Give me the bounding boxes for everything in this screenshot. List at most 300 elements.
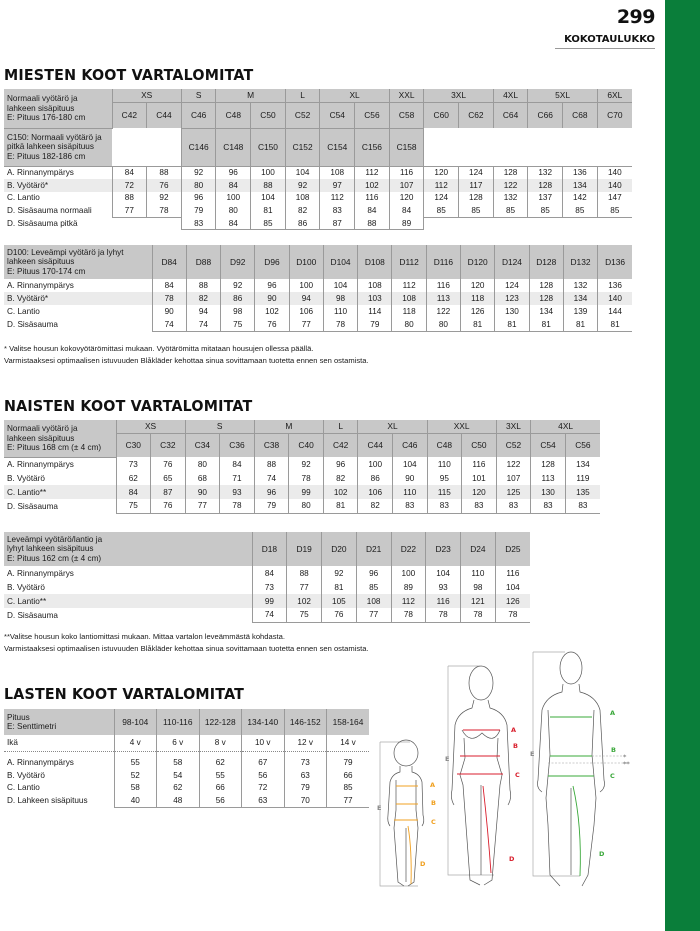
table-row <box>4 566 530 580</box>
measurement-value: 87 <box>320 217 355 230</box>
measurement-value: 126 <box>461 305 495 318</box>
empty-cell <box>493 128 528 166</box>
child-label-d: D <box>420 860 426 868</box>
header-label-line: E: Senttimetri <box>7 722 57 731</box>
man-label-c: C <box>610 772 615 780</box>
measurement-value: 112 <box>424 179 459 192</box>
measurement-value: 120 <box>462 485 497 499</box>
size-group-header: S <box>185 420 254 433</box>
measurement-value: 74 <box>152 318 186 331</box>
size-code: D24 <box>461 532 496 566</box>
size-code: D20 <box>322 532 357 566</box>
measurement-value: 98 <box>221 305 255 318</box>
measurement-label: D. Sisäsauma <box>7 610 58 620</box>
measurement-value: 96 <box>255 279 289 292</box>
measurement-label: B. Vyötärö* <box>4 179 112 192</box>
measurement-value: 76 <box>147 179 182 192</box>
size-group-header: 4XL <box>493 89 528 102</box>
measurement-value: 120 <box>424 166 459 179</box>
measurement-value: 66 <box>327 769 370 782</box>
measurement-value: 116 <box>389 166 424 179</box>
measurement-value: 83 <box>393 499 428 513</box>
women-footnote-line-2: Varmistaaksesi optimaalisen istuvuuden Blåkläder kehottaa sinua sovittamaan tuotetta ennen sen ostamista. <box>4 644 369 653</box>
table-row <box>4 782 369 795</box>
size-code: C30 <box>116 433 151 457</box>
measurement-label: D. Sisäsauma <box>7 501 58 511</box>
measurement-value: 62 <box>116 471 151 485</box>
measurement-value: 78 <box>495 608 530 622</box>
measurement-value: 104 <box>323 279 357 292</box>
measurement-value: 77 <box>356 608 391 622</box>
measurement-value: 81 <box>251 204 286 217</box>
measurement-value: 81 <box>322 580 357 594</box>
measurement-value: 136 <box>598 279 632 292</box>
size-code: C44 <box>147 102 182 128</box>
measurement-value: 85 <box>251 217 286 230</box>
long-size-code: C146 <box>181 128 216 166</box>
measurement-value: 124 <box>424 192 459 205</box>
measurement-value: 81 <box>563 318 597 331</box>
measurement-value: 80 <box>216 204 251 217</box>
measurement-value: 56 <box>242 769 285 782</box>
measurement-value: 100 <box>251 166 286 179</box>
measurement-value: 82 <box>186 292 220 305</box>
measurement-value: 81 <box>529 318 563 331</box>
measurement-value: 116 <box>462 457 497 471</box>
table-row <box>4 769 369 782</box>
measurement-value: 74 <box>254 471 289 485</box>
table-header-label <box>4 420 116 457</box>
size-code: D132 <box>563 245 597 279</box>
table-row <box>4 608 530 622</box>
empty-cell <box>112 128 147 166</box>
size-code: D136 <box>598 245 632 279</box>
measurement-value: 92 <box>289 457 324 471</box>
measurement-value: 75 <box>287 608 322 622</box>
child-label-e: E <box>377 804 382 812</box>
measurement-value: 84 <box>116 485 151 499</box>
size-group-header: 3XL <box>424 89 493 102</box>
empty-cell <box>597 128 632 166</box>
measurement-value: 104 <box>393 457 428 471</box>
measurement-value: 77 <box>289 318 323 331</box>
measurement-label: B. Vyötärö* <box>4 292 152 305</box>
age-value: 8 v <box>199 735 242 751</box>
size-code: D18 <box>252 532 287 566</box>
age-row <box>4 735 369 751</box>
measurement-value: 122 <box>493 179 528 192</box>
measurement-value: 72 <box>112 179 147 192</box>
measurement-value: 110 <box>461 566 496 580</box>
table-header-label <box>4 245 152 279</box>
measurement-value: 100 <box>289 279 323 292</box>
measurement-value: 92 <box>147 192 182 205</box>
measurement-value: 106 <box>358 485 393 499</box>
measurement-value: 96 <box>216 166 251 179</box>
measurement-value: 132 <box>493 192 528 205</box>
men-short-size-table <box>4 245 632 332</box>
empty-cell <box>424 128 459 166</box>
measurement-label: B. Vyötärö <box>7 582 45 592</box>
size-code: C42 <box>323 433 358 457</box>
table-row <box>4 279 632 292</box>
measurement-value: 98 <box>461 580 496 594</box>
measurement-value: 142 <box>563 192 598 205</box>
measurement-value: 82 <box>285 204 320 217</box>
size-code: D25 <box>495 532 530 566</box>
measurement-value: 63 <box>242 794 285 807</box>
size-group-header: 5XL <box>528 89 597 102</box>
measurement-value: 116 <box>495 566 530 580</box>
size-code: C46 <box>181 102 216 128</box>
measurement-value: 116 <box>426 594 461 608</box>
measurement-value: 80 <box>181 179 216 192</box>
table-row <box>4 204 632 217</box>
measurement-value: 92 <box>285 179 320 192</box>
measurement-value: 83 <box>565 499 600 513</box>
size-code: C68 <box>563 102 598 128</box>
size-group-header: XXL <box>427 420 496 433</box>
table-header-label <box>4 709 114 735</box>
measurement-value: 98 <box>323 292 357 305</box>
measurement-value: 114 <box>358 305 392 318</box>
body-outlines-illustration <box>370 650 660 931</box>
header-label-line: E: Pituus 168 cm (± 4 cm) <box>7 443 102 452</box>
measurement-value: 85 <box>459 204 494 217</box>
measurement-value: 56 <box>199 794 242 807</box>
size-code: D88 <box>186 245 220 279</box>
measurement-value: 73 <box>252 580 287 594</box>
table-row <box>4 457 600 471</box>
measurement-value: 80 <box>185 457 220 471</box>
man-label-a: A <box>610 709 616 717</box>
men-section-title: MIESTEN KOOT VARTALOMITAT <box>4 66 254 84</box>
woman-label-b: B <box>513 742 518 750</box>
measurement-value: 83 <box>320 204 355 217</box>
measurement-figures <box>370 650 660 931</box>
size-code: C36 <box>220 433 255 457</box>
measurement-value: 126 <box>495 594 530 608</box>
measurement-label: A. Rinnanympärys <box>7 459 74 469</box>
women-footnote-line-1: **Valitse housun koko lantiomittasi mukaan. Mittaa vartalon leveämmästä kohdasta. <box>4 632 285 641</box>
age-label: Ikä <box>4 735 114 751</box>
size-code: C42 <box>112 102 147 128</box>
size-code: C48 <box>427 433 462 457</box>
table-row <box>4 292 632 305</box>
height-range: 98-104 <box>114 709 157 735</box>
size-code: D22 <box>391 532 426 566</box>
size-group-header: XL <box>320 89 389 102</box>
measurement-value: 73 <box>116 457 151 471</box>
size-code: C56 <box>565 433 600 457</box>
header-label-line: lahkeen sisäpituus <box>7 433 75 443</box>
measurement-value: 62 <box>157 782 200 795</box>
measurement-value: 82 <box>358 499 393 513</box>
size-group-header: XS <box>116 420 185 433</box>
size-code: D120 <box>461 245 495 279</box>
age-value: 12 v <box>284 735 327 751</box>
measurement-value: 88 <box>355 217 390 230</box>
size-code: C60 <box>424 102 459 128</box>
measurement-value: 88 <box>254 457 289 471</box>
measurement-value: 85 <box>424 204 459 217</box>
measurement-label: A. Rinnanympärys <box>7 281 74 290</box>
measurement-value: 77 <box>327 794 370 807</box>
size-code: D112 <box>392 245 426 279</box>
man-label-double-star: ** <box>623 760 630 768</box>
measurement-value: 132 <box>563 279 597 292</box>
measurement-value: 134 <box>563 292 597 305</box>
measurement-value: 120 <box>389 192 424 205</box>
measurement-value: 81 <box>323 499 358 513</box>
child-label-a: A <box>430 781 436 789</box>
measurement-value: 65 <box>151 471 186 485</box>
measurement-value: 106 <box>289 305 323 318</box>
size-code-row <box>4 532 530 566</box>
measurement-value: 54 <box>157 769 200 782</box>
measurement-value: 85 <box>597 204 632 217</box>
measurement-value: 82 <box>323 471 358 485</box>
measurement-value: 102 <box>323 485 358 499</box>
header-label-line: E: Pituus 182-186 cm <box>7 151 86 161</box>
size-code: C70 <box>597 102 632 128</box>
measurement-value: 71 <box>220 471 255 485</box>
size-code: C50 <box>462 433 497 457</box>
measurement-value: 79 <box>284 782 327 795</box>
measurement-value: 80 <box>289 499 324 513</box>
header-label-line: lyhyt lahkeen sisäpituus <box>7 544 94 554</box>
man-label-e: E <box>530 750 535 758</box>
measurement-value: 48 <box>157 794 200 807</box>
measurement-value: 40 <box>114 794 157 807</box>
measurement-value: 88 <box>287 566 322 580</box>
size-code: D23 <box>426 532 461 566</box>
measurement-label: C. Lantio** <box>4 594 252 608</box>
measurement-value: 76 <box>322 608 357 622</box>
size-code: C32 <box>151 433 186 457</box>
measurement-value: 101 <box>462 471 497 485</box>
measurement-value: 116 <box>355 192 390 205</box>
men-footnote <box>4 343 369 367</box>
measurement-value: 118 <box>461 292 495 305</box>
height-range: 146-152 <box>284 709 327 735</box>
measurement-value: 85 <box>356 580 391 594</box>
measurement-value: 76 <box>151 499 186 513</box>
measurement-value: 104 <box>251 192 286 205</box>
measurement-value: 81 <box>495 318 529 331</box>
measurement-value: 96 <box>356 566 391 580</box>
measurement-value: 77 <box>185 499 220 513</box>
measurement-value: 136 <box>563 166 598 179</box>
measurement-value: 84 <box>152 279 186 292</box>
measurement-value: 93 <box>426 580 461 594</box>
measurement-value: 108 <box>285 192 320 205</box>
measurement-value: 130 <box>495 305 529 318</box>
header-label-line: D100: Leveämpi vyötärö ja lyhyt <box>7 247 124 257</box>
measurement-value <box>459 217 494 230</box>
measurement-value: 128 <box>529 279 563 292</box>
measurement-value: 77 <box>287 580 322 594</box>
header-label-line: pitkä lahkeen sisäpituus <box>7 142 94 152</box>
table-row <box>4 499 600 513</box>
measurement-value: 85 <box>327 782 370 795</box>
measurement-value: 130 <box>531 485 566 499</box>
woman-label-c: C <box>515 771 520 779</box>
measurement-value: 134 <box>565 457 600 471</box>
measurement-value: 78 <box>426 608 461 622</box>
measurement-value: 86 <box>358 471 393 485</box>
size-code: C44 <box>358 433 393 457</box>
measurement-value: 110 <box>427 457 462 471</box>
measurement-value: 83 <box>531 499 566 513</box>
measurement-value: 140 <box>597 166 632 179</box>
measurement-value: 108 <box>320 166 355 179</box>
header-label-line: E: Pituus 176-180 cm <box>7 113 86 122</box>
size-code: C46 <box>393 433 428 457</box>
measurement-value: 104 <box>426 566 461 580</box>
measurement-value: 135 <box>565 485 600 499</box>
measurement-label: B. Vyötärö <box>7 770 45 780</box>
size-code: D96 <box>255 245 289 279</box>
measurement-value: 75 <box>116 499 151 513</box>
measurement-value: 84 <box>220 457 255 471</box>
size-code: C54 <box>531 433 566 457</box>
measurement-value: 83 <box>496 499 531 513</box>
header-label-line: E: Pituus 162 cm (± 4 cm) <box>7 553 102 563</box>
measurement-value: 124 <box>459 166 494 179</box>
measurement-value: 63 <box>284 769 327 782</box>
measurement-value <box>563 217 598 230</box>
size-code: C38 <box>254 433 289 457</box>
men-size-table <box>4 89 632 230</box>
measurement-value: 83 <box>462 499 497 513</box>
children-section-title: LASTEN KOOT VARTALOMITAT <box>4 685 245 703</box>
measurement-label: A. Rinnanympärys <box>7 757 74 767</box>
measurement-value: 83 <box>427 499 462 513</box>
measurement-value: 134 <box>563 179 598 192</box>
section-label: KOKOTAULUKKO <box>555 34 655 49</box>
measurement-value: 96 <box>323 457 358 471</box>
size-group-header: XXL <box>389 89 424 102</box>
measurement-value: 55 <box>114 756 157 769</box>
measurement-value: 78 <box>147 204 182 217</box>
size-code: D116 <box>426 245 460 279</box>
empty-cell <box>528 128 563 166</box>
measurement-value: 113 <box>531 471 566 485</box>
measurement-value: 52 <box>114 769 157 782</box>
measurement-value: 88 <box>251 179 286 192</box>
measurement-value: 78 <box>152 292 186 305</box>
measurement-value: 96 <box>181 192 216 205</box>
measurement-value: 76 <box>151 457 186 471</box>
size-code: C56 <box>355 102 390 128</box>
man-figure <box>533 652 605 886</box>
measurement-value: 89 <box>389 217 424 230</box>
table-row <box>4 485 600 499</box>
size-code: D19 <box>287 532 322 566</box>
measurement-value: 112 <box>320 192 355 205</box>
measurement-value: 100 <box>216 192 251 205</box>
child-label-b: B <box>431 799 436 807</box>
measurement-label: D. Sisäsauma <box>7 320 58 329</box>
woman-label-e: E <box>445 755 450 763</box>
measurement-value: 79 <box>358 318 392 331</box>
page-number: 299 <box>616 6 655 28</box>
size-code: D84 <box>152 245 186 279</box>
measurement-value: 120 <box>461 279 495 292</box>
measurement-value: 88 <box>147 166 182 179</box>
measurement-value: 72 <box>242 782 285 795</box>
measurement-value: 132 <box>528 166 563 179</box>
measurement-value: 62 <box>199 756 242 769</box>
measurement-value: 100 <box>391 566 426 580</box>
measurement-value: 90 <box>185 485 220 499</box>
women-size-table <box>4 420 600 514</box>
measurement-value: 78 <box>391 608 426 622</box>
height-range: 110-116 <box>157 709 200 735</box>
table-header-label <box>4 128 112 166</box>
measurement-value: 73 <box>284 756 327 769</box>
measurement-value: 112 <box>392 279 426 292</box>
measurement-label: C. Lantio** <box>4 485 116 499</box>
table-row <box>4 179 632 192</box>
size-group-row <box>4 89 632 102</box>
measurement-value: 84 <box>389 204 424 217</box>
measurement-value <box>597 217 632 230</box>
measurement-value: 128 <box>459 192 494 205</box>
size-code: D21 <box>356 532 391 566</box>
header-label-line: C150: Normaali vyötärö ja <box>7 132 102 142</box>
measurement-value: 78 <box>461 608 496 622</box>
table-row <box>4 471 600 485</box>
woman-figure <box>448 666 511 885</box>
measurement-label: B. Vyötärö <box>7 473 45 483</box>
long-size-code: C150 <box>251 128 286 166</box>
size-code: C66 <box>528 102 563 128</box>
measurement-value: 92 <box>221 279 255 292</box>
size-group-header: L <box>285 89 320 102</box>
size-code-row <box>4 245 632 279</box>
measurement-value: 84 <box>216 217 251 230</box>
size-code: D108 <box>358 245 392 279</box>
measurement-value: 112 <box>391 594 426 608</box>
long-size-code: C156 <box>355 128 390 166</box>
long-size-code: C152 <box>285 128 320 166</box>
measurement-value: 134 <box>529 305 563 318</box>
measurement-value: 90 <box>152 305 186 318</box>
measurement-value: 68 <box>185 471 220 485</box>
table-row <box>4 166 632 179</box>
header-label-line: Leveämpi vyötärö/lantio ja <box>7 534 103 544</box>
size-code: D124 <box>495 245 529 279</box>
measurement-value: 100 <box>358 457 393 471</box>
measurement-value: 86 <box>221 292 255 305</box>
measurement-value <box>112 217 147 230</box>
measurement-value: 110 <box>323 305 357 318</box>
measurement-value: 84 <box>252 566 287 580</box>
size-group-header: 4XL <box>531 420 600 433</box>
measurement-value: 92 <box>322 566 357 580</box>
measurement-value <box>493 217 528 230</box>
header-label-line: lahkeen sisäpituus <box>7 103 75 113</box>
long-size-code: C148 <box>216 128 251 166</box>
woman-label-a: A <box>511 726 517 734</box>
measurement-value: 112 <box>355 166 390 179</box>
children-size-table <box>4 709 369 808</box>
measurement-value: 128 <box>493 166 528 179</box>
measurement-value <box>528 217 563 230</box>
table-header-label <box>4 89 112 128</box>
